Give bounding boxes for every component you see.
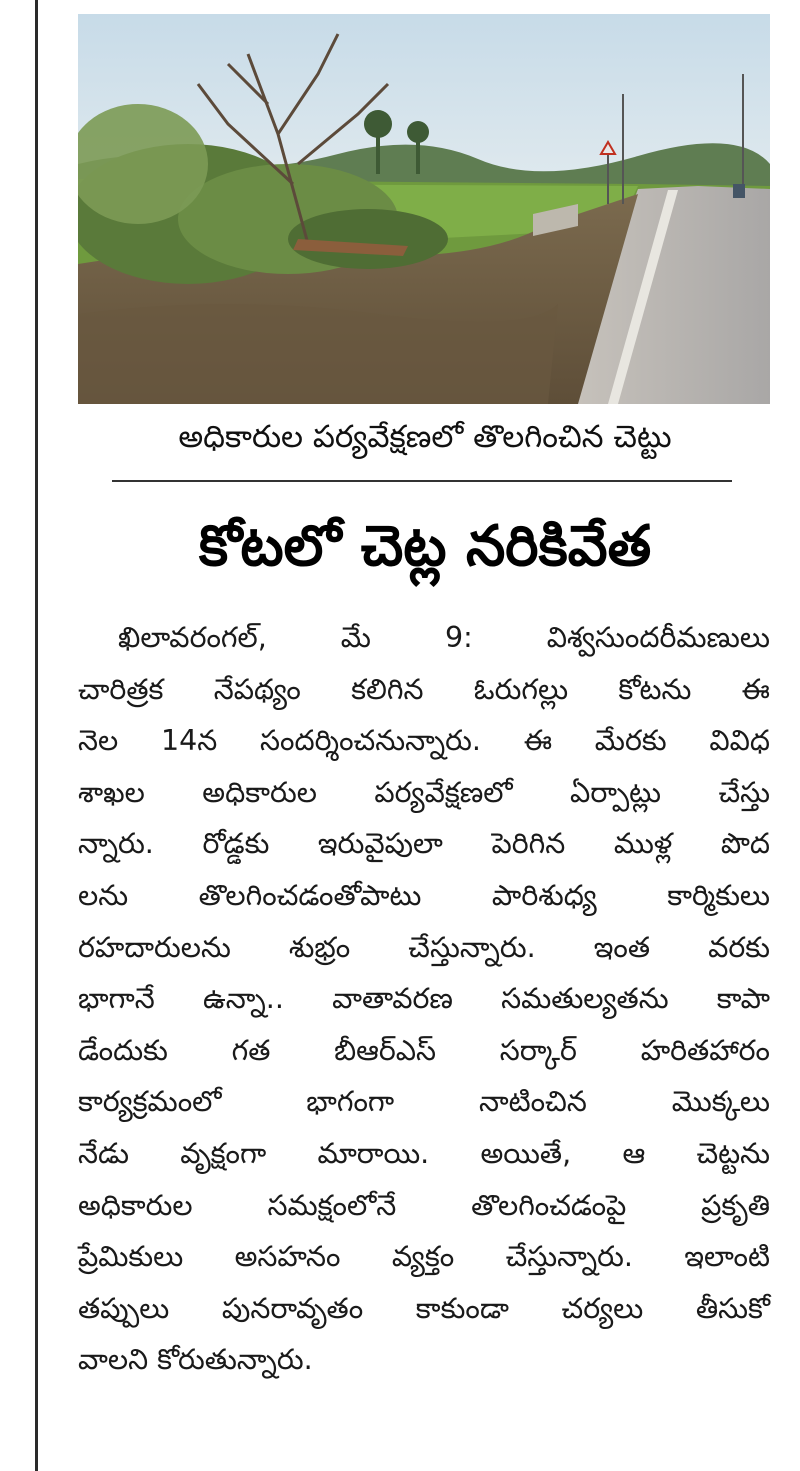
article-line: శాఖల అధికారుల పర్యవేక్షణలో ఏర్పాట్లు చేస్తు: [78, 775, 770, 809]
article-line: వాలని కోరుతున్నారు.: [78, 1343, 313, 1377]
article-line: నెల 14న సందర్శించనున్నారు. ఈ మేరకు వివిధ: [78, 724, 770, 758]
article-line: కార్యక్రమంలో భాగంగా నాటించిన మొక్కలు: [78, 1085, 770, 1119]
article-line: డేందుకు గత బీఆర్ఎస్ సర్కార్ హరితహారం: [78, 1033, 770, 1067]
caption-underline: [112, 480, 732, 482]
photo-caption: అధికారుల పర్యవేక్షణలో తొలగించిన చెట్టు: [178, 419, 672, 455]
column-divider-rule: [35, 0, 38, 1471]
article-line: అధికారుల సమక్షంలోనే తొలగించడంపై ప్రకృతి: [78, 1188, 770, 1222]
article-photo: [78, 14, 770, 404]
roadside-tree-photo-icon: [78, 14, 770, 404]
article-line: రహదారులను శుభ్రం చేస్తున్నారు. ఇంత వరకు: [78, 930, 770, 964]
article-line: నేడు వృక్షంగా మారాయి. అయితే, ఆ చెట్టను: [78, 1136, 770, 1170]
article-line: ఖిలావరంగల్, మే 9: విశ్వసుందరీమణులు: [118, 621, 770, 654]
article-line: చారిత్రక నేపథ్యం కలిగిన ఓరుగల్లు కోటను ఈ: [78, 672, 770, 706]
article-line: న్నారు. రోడ్డకు ఇరువైపులా పెరిగిన ముళ్ల పొద: [78, 827, 770, 861]
article-line: లను తొలగించడంతోపాటు పారిశుధ్య కార్మికులు: [78, 878, 770, 912]
article-line: ప్రేమికులు అసహనం వ్యక్తం చేస్తున్నారు. ఇలాంటి: [78, 1240, 770, 1274]
article-line: తప్పులు పునరావృతం కాకుండా చర్యలు తీసుకో: [78, 1291, 770, 1325]
article-headline: కోటలో చెట్ల నరికివేత: [198, 514, 652, 579]
article-body: [78, 612, 770, 1386]
article-line: భాగానే ఉన్నా.. వాతావరణ సమతుల్యతను కాపా: [78, 982, 770, 1016]
